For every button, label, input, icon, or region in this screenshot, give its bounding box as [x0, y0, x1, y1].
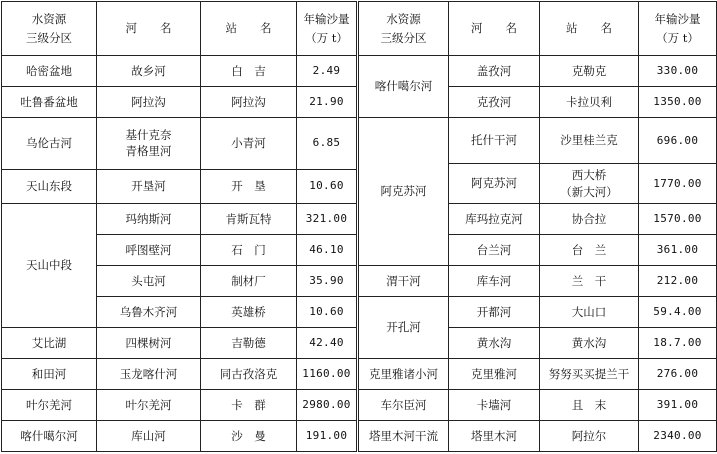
- sediment-cell: 46.10: [297, 235, 358, 266]
- zone-cell: 喀什噶尔河: [2, 421, 97, 452]
- station-cell-right: 努努买买提兰干: [540, 359, 639, 390]
- station-cell: 卡 群: [201, 390, 297, 421]
- river-cell-right: 克孜河: [449, 87, 540, 118]
- zone-cell: 艾比湖: [2, 328, 97, 359]
- sediment-cell: 321.00: [297, 204, 358, 235]
- river-cell-right: 卡墙河: [449, 390, 540, 421]
- sediment-cell-right: 1770.00: [639, 164, 717, 204]
- table-row: [2, 359, 717, 390]
- river-cell: 四棵树河: [97, 328, 201, 359]
- zone-cell-right: 车尔臣河: [358, 390, 449, 421]
- station-cell-right: 卡拉贝利: [540, 87, 639, 118]
- river-cell-right: 黄水沟: [449, 328, 540, 359]
- station-cell: 小青河: [201, 118, 297, 170]
- river-cell: 基什克奈 青格里河: [97, 118, 201, 170]
- zone-cell: 乌伦古河: [2, 118, 97, 170]
- zone-cell-right: 喀什噶尔河: [358, 56, 449, 118]
- header-station: 站 名: [201, 2, 297, 56]
- river-cell-right: 塔里木河: [449, 421, 540, 452]
- river-cell: 玉龙喀什河: [97, 359, 201, 390]
- station-cell-right: 阿拉尔: [540, 421, 639, 452]
- sediment-table: [1, 1, 717, 452]
- station-cell: 白 吉: [201, 56, 297, 87]
- station-cell: 吉勒德: [201, 328, 297, 359]
- sediment-cell: 191.00: [297, 421, 358, 452]
- table-row: [2, 297, 717, 328]
- river-cell: 故乡河: [97, 56, 201, 87]
- sediment-cell: 6.85: [297, 118, 358, 170]
- station-cell-right: 协合拉: [540, 204, 639, 235]
- sediment-cell-right: 696.00: [639, 118, 717, 164]
- sediment-cell-right: 391.00: [639, 390, 717, 421]
- station-cell-right: 克勒克: [540, 56, 639, 87]
- river-cell-right: 库玛拉克河: [449, 204, 540, 235]
- zone-cell-right: 渭干河: [358, 266, 449, 297]
- zone-cell: 哈密盆地: [2, 56, 97, 87]
- sediment-cell-right: 18.7.00: [639, 328, 717, 359]
- station-cell-right: 沙里桂兰克: [540, 118, 639, 164]
- river-cell: 呼图壁河: [97, 235, 201, 266]
- sediment-cell-right: 59.4.00: [639, 297, 717, 328]
- sediment-cell: 10.60: [297, 297, 358, 328]
- sediment-cell-right: 212.00: [639, 266, 717, 297]
- sediment-cell: 1160.00: [297, 359, 358, 390]
- river-cell-right: 克里雅河: [449, 359, 540, 390]
- station-cell: 英雄桥: [201, 297, 297, 328]
- river-cell-right: 台兰河: [449, 235, 540, 266]
- sediment-cell: 35.90: [297, 266, 358, 297]
- river-cell-right: 托什干河: [449, 118, 540, 164]
- river-cell: 库山河: [97, 421, 201, 452]
- station-cell: 阿拉沟: [201, 87, 297, 118]
- station-cell-right: 西大桥 （新大河）: [540, 164, 639, 204]
- river-cell-right: 开都河: [449, 297, 540, 328]
- river-cell: 头屯河: [97, 266, 201, 297]
- river-cell: 玛纳斯河: [97, 204, 201, 235]
- river-cell-right: 阿克苏河: [449, 164, 540, 204]
- sediment-cell-right: 2340.00: [639, 421, 717, 452]
- sediment-cell: 10.60: [297, 169, 358, 203]
- zone-cell: 叶尔羌河: [2, 390, 97, 421]
- sediment-cell: 42.40: [297, 328, 358, 359]
- river-cell: 乌鲁木齐河: [97, 297, 201, 328]
- river-cell: 阿拉沟: [97, 87, 201, 118]
- table-row: [2, 56, 717, 87]
- header-station-right: 站 名: [540, 2, 639, 56]
- zone-cell: 吐鲁番盆地: [2, 87, 97, 118]
- header-zone-right: 水资源 三级分区: [358, 2, 449, 56]
- sediment-cell-right: 1570.00: [639, 204, 717, 235]
- header-zone: 水资源 三级分区: [2, 2, 97, 56]
- table-row: [2, 390, 717, 421]
- sediment-cell-right: 276.00: [639, 359, 717, 390]
- zone-cell: 和田河: [2, 359, 97, 390]
- header-river: 河 名: [97, 2, 201, 56]
- station-cell: 肯斯瓦特: [201, 204, 297, 235]
- header-sediment: 年输沙量 （万 t）: [297, 2, 358, 56]
- station-cell-right: 兰 干: [540, 266, 639, 297]
- station-cell-right: 大山口: [540, 297, 639, 328]
- zone-cell: 天山中段: [2, 204, 97, 328]
- table-row: [2, 266, 717, 297]
- header-river-right: 河 名: [449, 2, 540, 56]
- station-cell-right: 黄水沟: [540, 328, 639, 359]
- station-cell: 石 门: [201, 235, 297, 266]
- zone-cell-right: 开孔河: [358, 297, 449, 359]
- sediment-cell-right: 330.00: [639, 56, 717, 87]
- station-cell: 同古孜洛克: [201, 359, 297, 390]
- sediment-cell: 2980.00: [297, 390, 358, 421]
- zone-cell-right: 克里雅诸小河: [358, 359, 449, 390]
- header-sediment-right: 年输沙量 （万 t）: [639, 2, 717, 56]
- sediment-cell-right: 1350.00: [639, 87, 717, 118]
- river-cell-right: 库车河: [449, 266, 540, 297]
- station-cell: 开 垦: [201, 169, 297, 203]
- station-cell: 制材厂: [201, 266, 297, 297]
- zone-cell: 天山东段: [2, 169, 97, 203]
- table-row: [2, 421, 717, 452]
- sediment-cell: 21.90: [297, 87, 358, 118]
- sediment-cell-right: 361.00: [639, 235, 717, 266]
- table-row: [2, 118, 717, 164]
- sediment-cell: 2.49: [297, 56, 358, 87]
- zone-cell-right: 塔里木河干流: [358, 421, 449, 452]
- station-cell-right: 台 兰: [540, 235, 639, 266]
- station-cell: 沙 曼: [201, 421, 297, 452]
- zone-cell-right: 阿克苏河: [358, 118, 449, 266]
- river-cell-right: 盖孜河: [449, 56, 540, 87]
- river-cell: 开垦河: [97, 169, 201, 203]
- river-cell: 叶尔羌河: [97, 390, 201, 421]
- station-cell-right: 且 末: [540, 390, 639, 421]
- header-row: [2, 2, 717, 56]
